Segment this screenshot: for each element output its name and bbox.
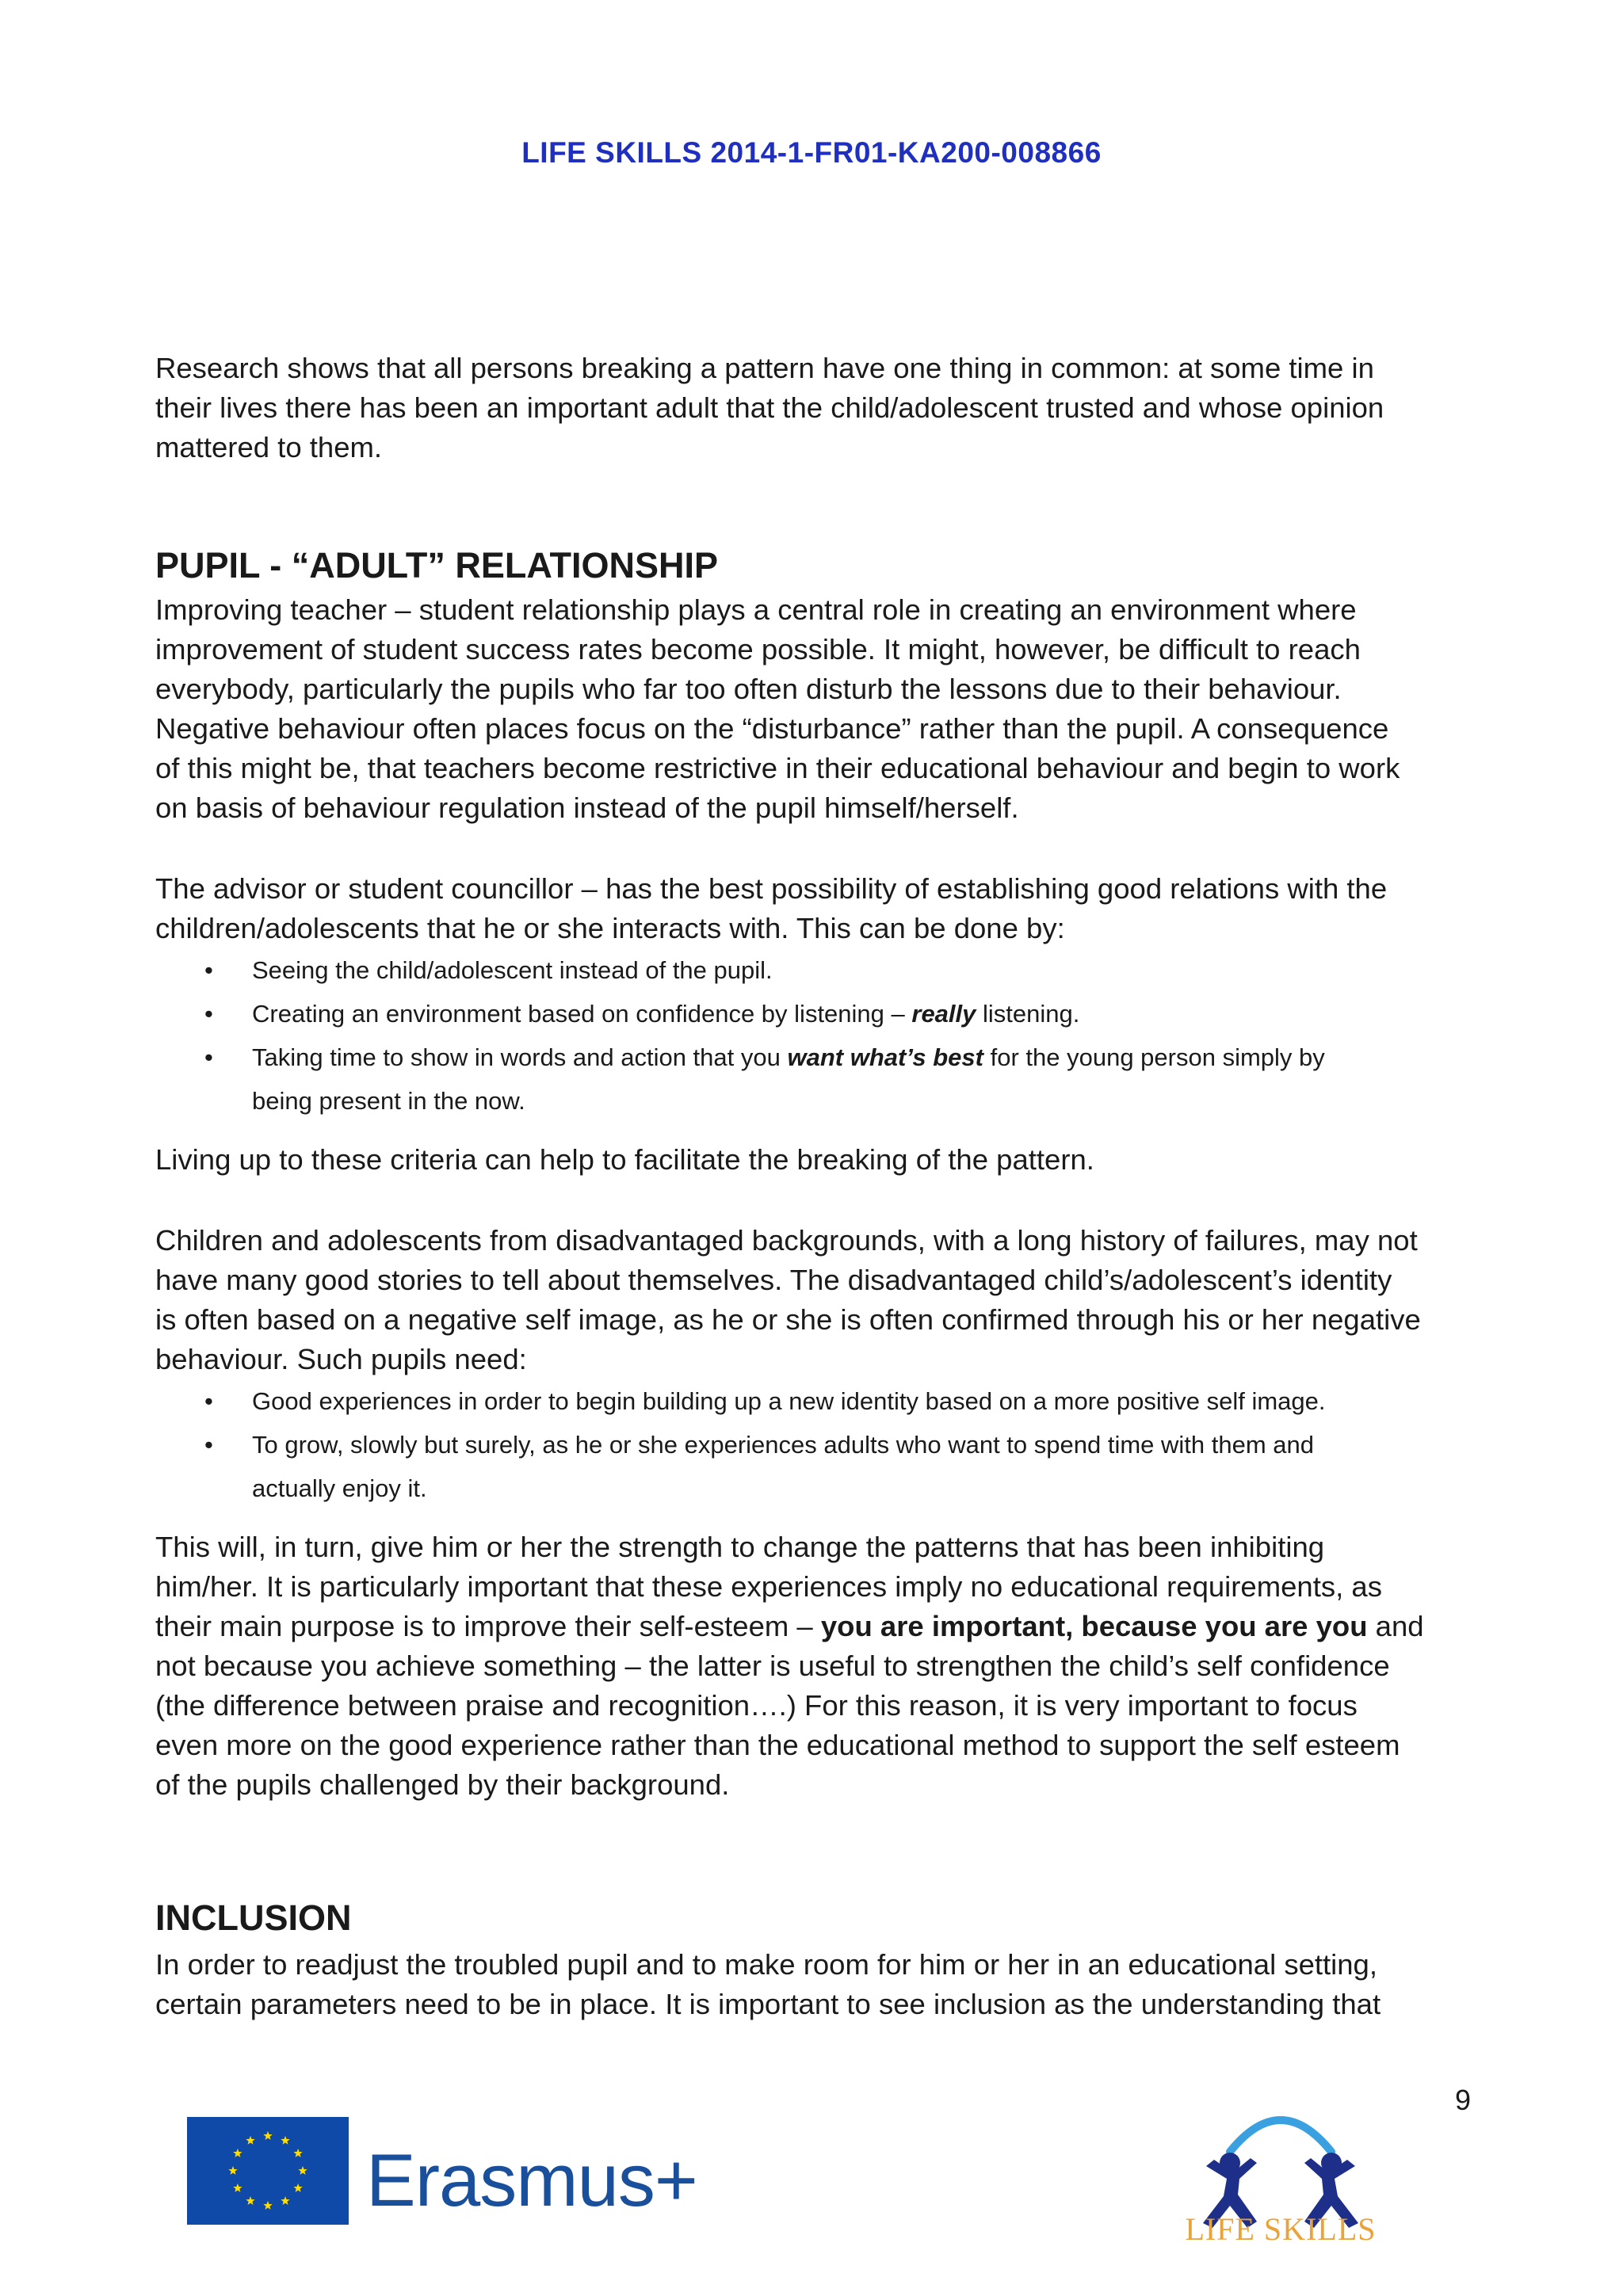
erasmus-plus-logo-text: Erasmus+ [366, 2138, 697, 2222]
bullet-list-advisor [155, 948, 1484, 1123]
bullet-marker: • [204, 956, 213, 984]
text-line: Children and adolescents from disadvantaged backgrounds, with a long history of failures, may not [155, 1224, 1418, 1257]
bullet-list-pupils-need [155, 1379, 1484, 1510]
text-line: on basis of behaviour regulation instead of the pupil himself/herself. [155, 791, 1019, 824]
section-heading-inclusion: INCLUSION [155, 1897, 352, 1938]
section1-body [155, 590, 1484, 1805]
text-line: everybody, particularly the pupils who far too often disturb the lessons due to their behaviour. [155, 673, 1342, 705]
text-line: not because you achieve something – the latter is useful to strengthen the child’s self confidence [155, 1650, 1390, 1682]
life-skills-logo-text: LIFE SKILLS [1185, 2211, 1377, 2247]
page-number: 9 [1454, 2084, 1471, 2116]
text-line: even more on the good experience rather than the educational method to support the self esteem [155, 1729, 1400, 1761]
text-line: (the difference between praise and recognition….) For this reason, it is very important to focus [155, 1689, 1358, 1722]
section-heading-pupil-adult: PUPIL - “ADULT” RELATIONSHIP [155, 545, 719, 585]
text-line: Improving teacher – student relationship plays a central role in creating an environment where [155, 593, 1357, 626]
emphasis-text: want what’s best [787, 1043, 983, 1071]
text-line: their lives there has been an important adult that the child/adolescent trusted and whose opinion [155, 391, 1384, 424]
bullet-marker: • [204, 1000, 213, 1028]
text-line: certain parameters need to be in place. It is important to see inclusion as the understanding that [155, 1988, 1381, 2020]
text-line: mattered to them. [155, 431, 383, 463]
text-line: Negative behaviour often places focus on the “disturbance” rather than the pupil. A consequence [155, 712, 1389, 745]
bullet-marker: • [204, 1043, 213, 1071]
text-line: of the pupils challenged by their background. [155, 1768, 730, 1801]
emphasis-text: really [911, 1000, 976, 1028]
text-line: their main purpose is to improve their self-esteem – you are important, because you are you and [155, 1610, 1424, 1642]
text-line: Research shows that all persons breaking a pattern have one thing in common: at some time in [155, 352, 1374, 384]
project-header: LIFE SKILLS 2014-1-FR01-KA200-008866 [521, 136, 1102, 169]
eu-flag-logo [187, 2117, 349, 2225]
bold-emphasis: you are important, because you are you [820, 1610, 1368, 1642]
text-line: Living up to these criteria can help to facilitate the breaking of the pattern. [155, 1143, 1094, 1176]
list-item: • Taking time to show in words and action that you want what’s best for the young person simply by being present in the now. [155, 1035, 1484, 1123]
list-item: • Creating an environment based on confidence by listening – really listening. [155, 992, 1484, 1035]
eu-stars-icon [187, 2117, 349, 2225]
list-item: • To grow, slowly but surely, as he or she experiences adults who want to spend time with them and actually enjoy it. [155, 1423, 1484, 1510]
section2-body [155, 1945, 1484, 2024]
text-line: In order to readjust the troubled pupil and to make room for him or her in an educational setting, [155, 1948, 1378, 1981]
intro-paragraph [155, 349, 1484, 467]
text-line: is often based on a negative self image, as he or she is often confirmed through his or her negative [155, 1303, 1421, 1336]
bullet-marker: • [204, 1387, 213, 1415]
text-line: of this might be, that teachers become restrictive in their educational behaviour and begin to work [155, 752, 1400, 784]
text-line: children/adolescents that he or she interacts with. This can be done by: [155, 912, 1065, 944]
text-line: behaviour. Such pupils need: [155, 1343, 527, 1375]
text-line: The advisor or student councillor – has the best possibility of establishing good relations with the [155, 872, 1388, 905]
text-line: have many good stories to tell about themselves. The disadvantaged child’s/adolescent’s identity [155, 1264, 1392, 1296]
list-item: • Seeing the child/adolescent instead of the pupil. [155, 948, 1484, 992]
text-line: him/her. It is particularly important that these experiences imply no educational requirements, as [155, 1570, 1382, 1603]
list-item: • Good experiences in order to begin building up a new identity based on a more positive self image. [155, 1379, 1484, 1423]
bullet-marker: • [204, 1431, 213, 1459]
text-line: improvement of student success rates become possible. It might, however, be difficult to reach [155, 633, 1361, 666]
text-line: This will, in turn, give him or her the strength to change the patterns that has been inhibiting [155, 1531, 1325, 1563]
